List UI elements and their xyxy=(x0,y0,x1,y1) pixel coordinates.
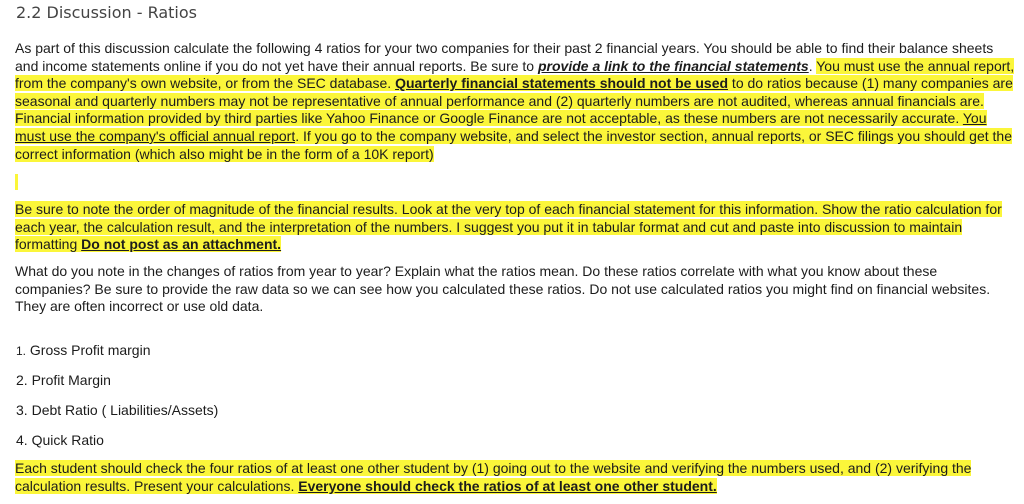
no-attachment-note: Do not post as an attachment. xyxy=(81,236,282,253)
highlight-cursor-mark xyxy=(15,174,18,190)
ratio-list-item xyxy=(16,432,104,448)
list-label: Profit Margin xyxy=(31,372,111,388)
peer-check-text: Each student should check the four ratios of at least one other student by (1) going out to the website and verifying the numbers used, and (2) verifying the calculation results. Present your calculations. xyxy=(15,460,972,494)
magnitude-paragraph xyxy=(15,201,1015,254)
official-report-note: You must use the company's official annual report xyxy=(15,110,987,144)
annual-report-requirement: You must use the annual report, from the company's own website, or from the SEC database. xyxy=(15,57,1015,92)
magnitude-text: Be sure to note the order of magnitude of the financial results. Look at the very top of each financial statement for this information. Show the ratio calculation for each year, the calculation result, and the interpretation of the numbers. I suggest you put it in tabular format and cut and paste into discussion to maintain formatting xyxy=(15,201,1002,253)
list-number: 3. xyxy=(16,402,28,418)
peer-check-paragraph xyxy=(15,460,1015,495)
financial-statements-link[interactable]: provide a link to the financial statements xyxy=(537,57,809,74)
intro-paragraph xyxy=(15,40,1015,163)
intro-text: As part of this discussion calculate the following 4 ratios for your two companies for their past 2 financial years. You should be able to find their balance sheets and income statements online if you do not yet have their annual reports. Be sure to xyxy=(15,40,994,74)
ratio-list-item xyxy=(16,342,151,358)
company-website-note: . If you go to the company website, and select the investor section, annual reports, or SEC filings you should get the correct information (which also might be in the form of a 10K report) xyxy=(15,127,1012,162)
ratio-list-item xyxy=(16,372,111,388)
peer-check-emphasis: Everyone should check the ratios of at least one other student. xyxy=(298,477,717,494)
list-number: 1. xyxy=(16,344,27,358)
intro-after-link: . xyxy=(808,57,817,74)
quarterly-warning: Quarterly financial statements should not be used xyxy=(395,75,729,92)
list-label: Quick Ratio xyxy=(31,432,104,448)
list-number: 4. xyxy=(16,432,28,448)
page-title: 2.2 Discussion - Ratios xyxy=(16,3,197,22)
list-label: Debt Ratio ( Liabilities/Assets) xyxy=(31,402,219,418)
ratio-list-item xyxy=(16,402,218,418)
list-number: 2. xyxy=(16,372,28,388)
list-label: Gross Profit margin xyxy=(29,342,151,358)
questions-paragraph: What do you note in the changes of ratios from year to year? Explain what the ratios mean. Do these ratios correlate with what you know about these companies? Be sure to provide the raw data so we can see how you calculated these ratios. Do not use calculated ratios you might find on financial websites. They are often incorrect or use old data. xyxy=(15,263,991,315)
quarterly-reasons: to do ratios because (1) many companies are seasonal and quarterly numbers may not be representative of annual performance and (2) quarterly numbers are not audited, whereas annual financials are. Financial information provided by third parties like Yahoo Finance or Google Finance are not acceptable, as these numbers are not necessarily accurate. xyxy=(15,75,1013,127)
